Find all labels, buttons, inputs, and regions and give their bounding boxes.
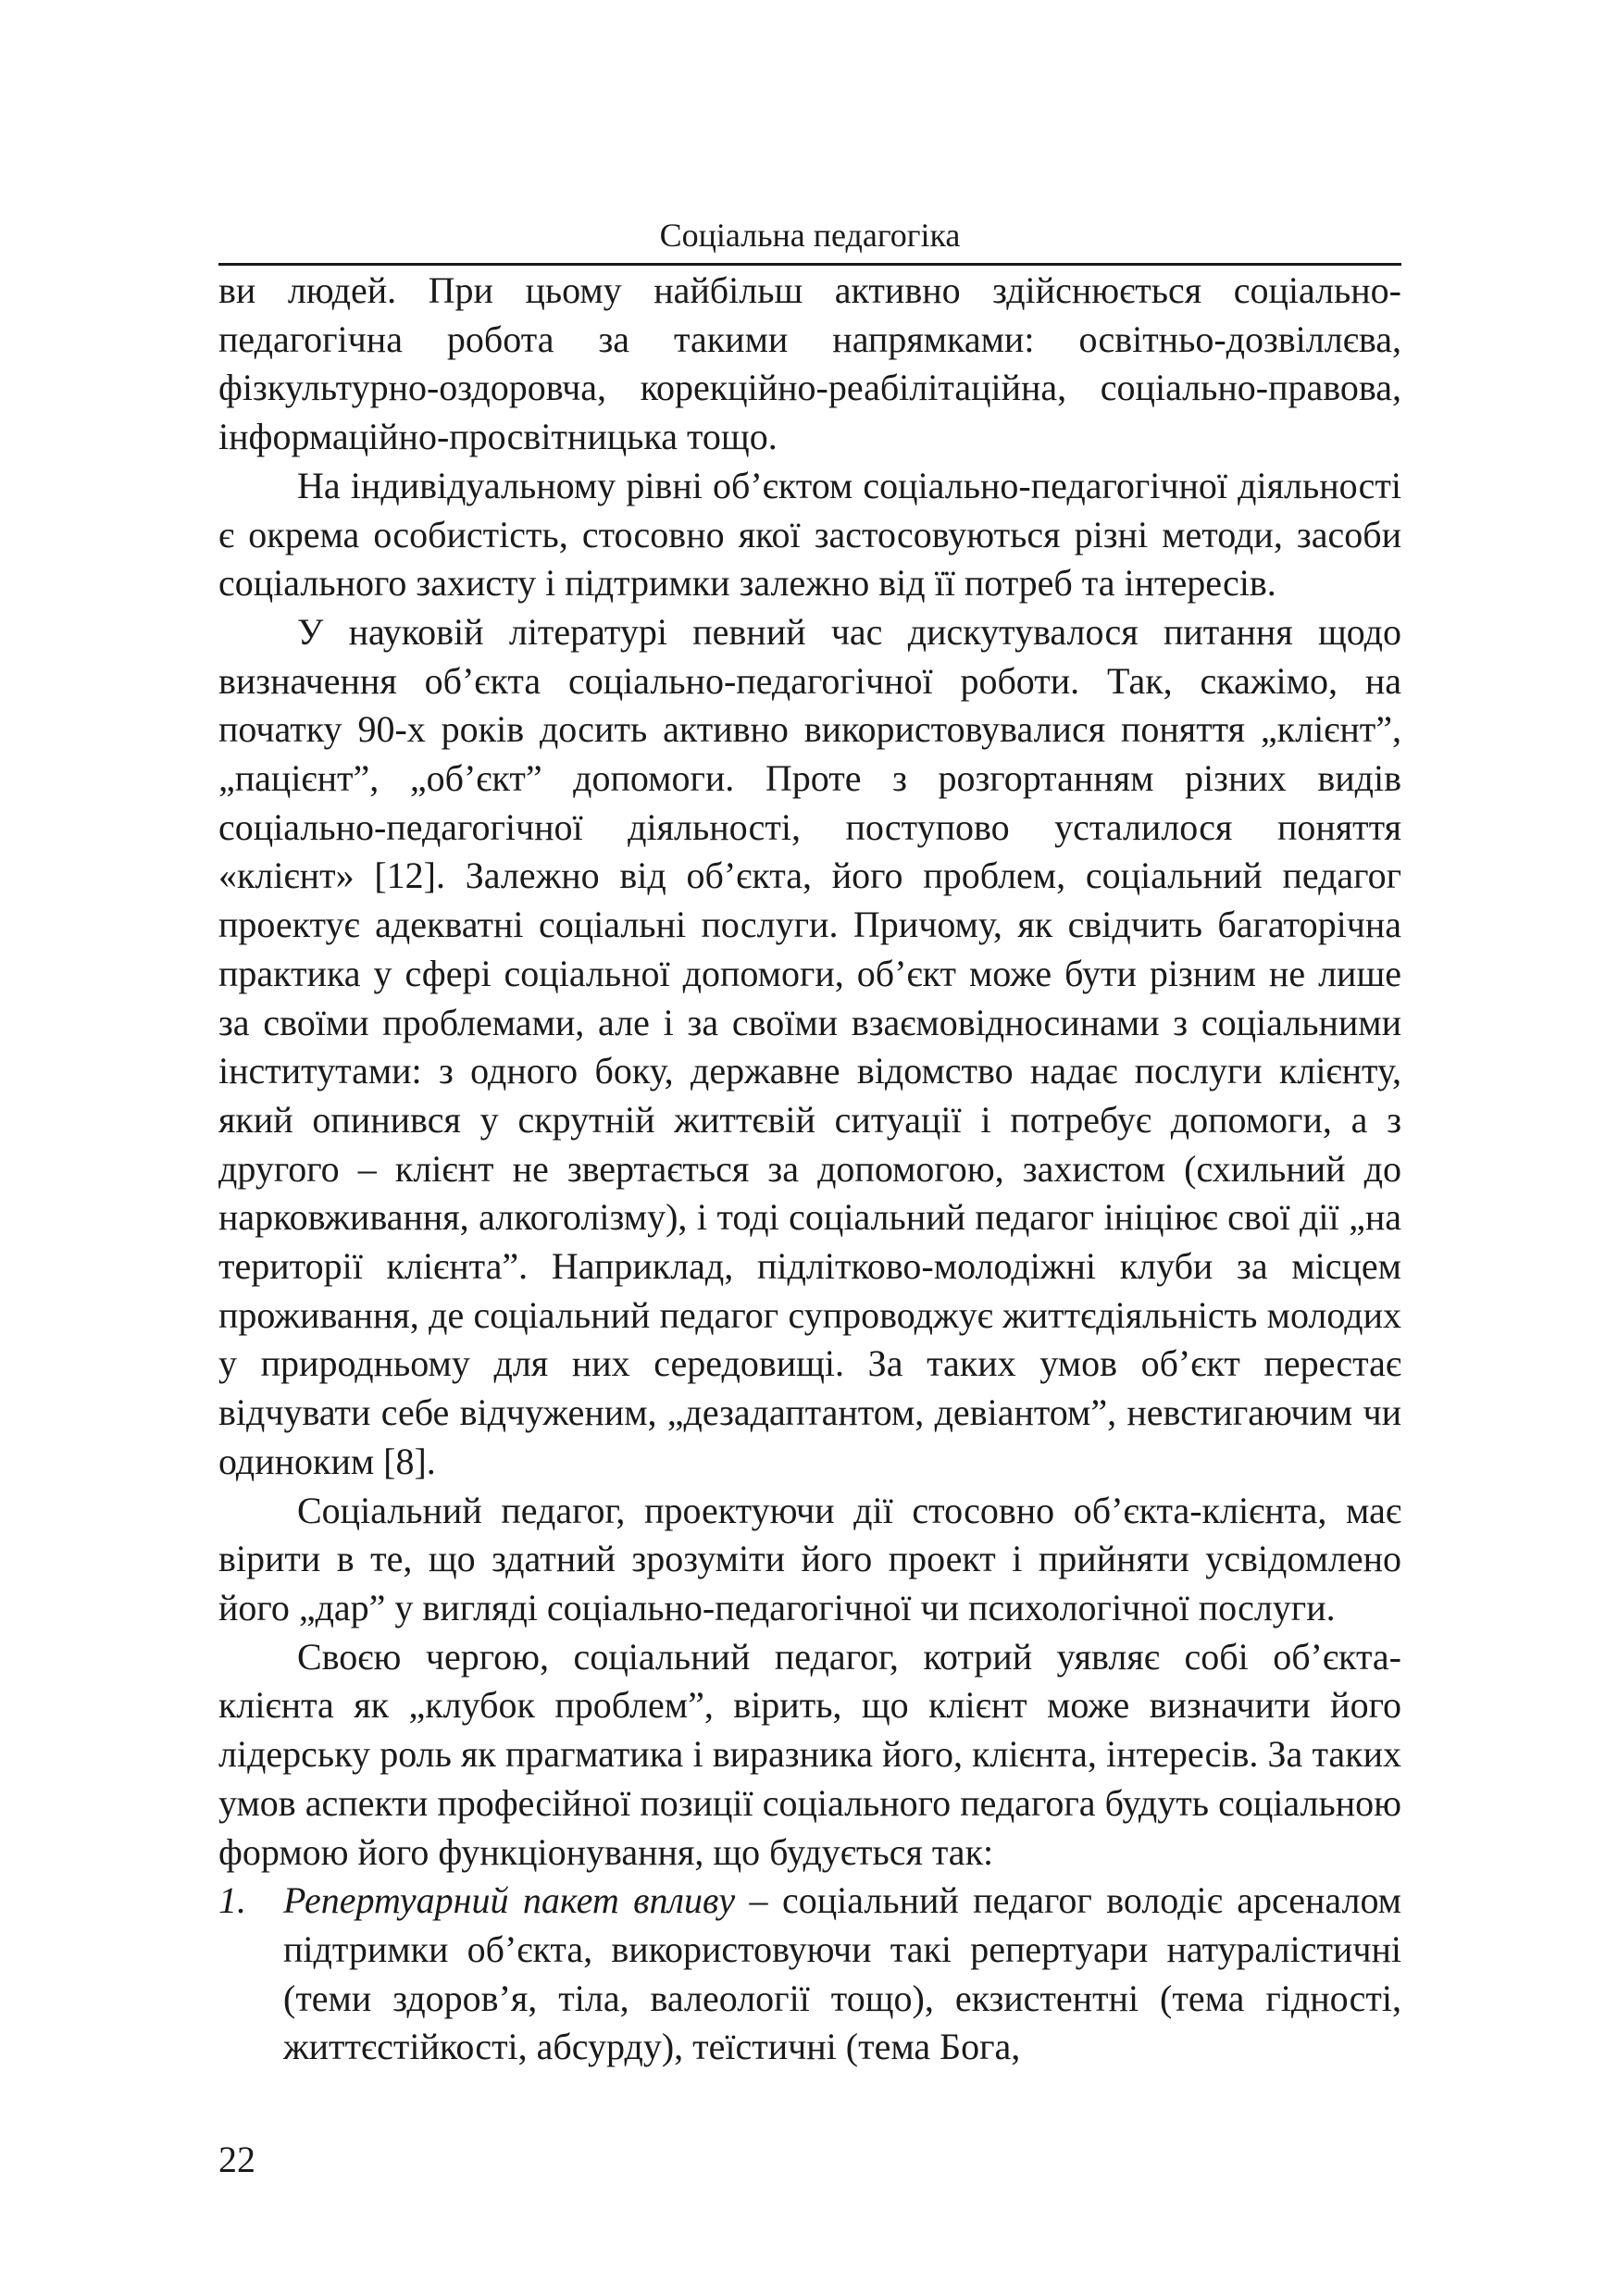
paragraph-continued: ви людей. При цьому найбільш активно здійснюється соціально-педагогічна робота за такими напрямками: освітньо-дозвіллєва, фізкультурно-оздоровча, корекційно-реабілітаційна, соціально-правова, інформаційно-просвітницька тощо. bbox=[218, 269, 1401, 458]
body-text bbox=[218, 267, 1401, 2072]
paragraph: У науковій літературі певний час дискутувалося питання щодо визначення об’єкта соціально-педагогічної роботи. Так, скажімо, на початку 90-х років досить активно використовувалися поняття „клієнт”, „пацієнт”, „об’єкт” допомоги. Проте з розгортанням різних видів соціально-педагогічної діяльності, поступово усталилося поняття «клієнт» [12]. Залежно від об’єкта, його проблем, соціальний педагог проектує адекватні соціальні послуги. Причому, як свідчить багаторічна практика у сфері соціальної допомоги, об’єкт може бути різним не лише за своїми проблемами, але і за своїми взаємовідносинами з соціальними інститутами: з одного боку, державне відомство надає послуги клієнту, який опинився у скрутній життєвій ситуації і потребує допомоги, а з другого – клієнт не звертається за допомогою, захистом (схильний до нарковживання, алкоголізму), і тоді соціальний педагог ініціює свої дії „на території клієнта”. Наприклад, підлітково-молодіжні клуби за місцем проживання, де соціальний педагог супроводжує життєдіяльність молодих у природньому для них середовищі. За таких умов об’єкт перестає відчувати себе відчуженим, „дезадаптантом, девіантом”, невстигаючим чи одиноким [8]. bbox=[218, 610, 1401, 1482]
list-item-title: Репертуарний пакет впливу bbox=[283, 1879, 736, 1922]
numbered-list-item bbox=[218, 1877, 1401, 2072]
running-head: Соціальна педагогіка bbox=[659, 217, 961, 254]
paragraph: Соціальний педагог, проектуючи дії стосовно об’єкта-клієнта, має вірити в те, що здатний зрозуміти його проект і прийняти усвідомлено його „дар” у вигляді соціально-педагогічної чи психологічної послуги. bbox=[218, 1489, 1401, 1628]
list-item-text: – соціальний педагог володіє арсеналом підтримки об’єкта, використовуючи такі репертуари натуралістичні (теми здоров’я, тіла, валеології тощо), екзистентні (тема гідності, життєстійкості, абсурду), теїстичні (тема Бога, bbox=[283, 1879, 1401, 2068]
list-item-number: 1. bbox=[218, 1879, 246, 1922]
list-item-body bbox=[283, 1877, 1401, 2072]
paragraph: На індивідуальному рівні об’єктом соціально-педагогічної діяльності є окрема особистість, стосовно якої застосовуються різні методи, засоби соціального захисту і підтримки залежно від її потреб та інтересів. bbox=[218, 464, 1401, 605]
page-number: 22 bbox=[218, 2139, 255, 2180]
paragraph: Своєю чергою, соціальний педагог, котрий уявляє собі об’єкта-клієнта як „клубок проблем”, вірить, що клієнт може визначити його лідерську роль як прагматика і виразника його, клієнта, інтересів. За таких умов аспекти професійної позиції соціального педагога будуть соціальною формою його функціонування, що будується так: bbox=[218, 1635, 1401, 1873]
header-rule bbox=[218, 263, 1401, 266]
